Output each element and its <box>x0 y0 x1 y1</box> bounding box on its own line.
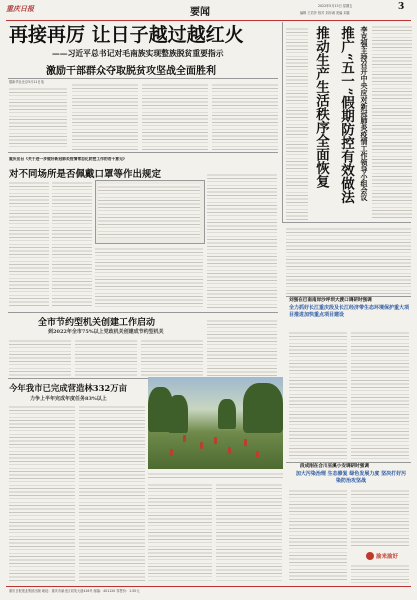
lower-right-2-title: 段成刚在合川巫溪小安调研时强调 <box>300 464 369 469</box>
photo-tree <box>243 383 283 433</box>
photo-worker <box>244 439 247 446</box>
savings-subtitle: 到2022年全市75%以上党政机关创建成节约型机关 <box>48 329 164 335</box>
mid-story-kicker: 重庆出台《关于进一步做好新冠肺炎疫情常态化防控工作的若干意见》 <box>9 157 127 161</box>
mid-story-body-1 <box>9 180 49 308</box>
badge-icon <box>366 552 374 560</box>
lower-right-2-body-2 <box>351 488 409 548</box>
mid-story-infobox-text <box>98 184 200 238</box>
lead-subtitle-2: 激励干部群众夺取脱贫攻坚战全面胜利 <box>46 66 216 77</box>
forestry-body-2 <box>79 404 145 582</box>
forestry-subtitle: 力争上半年完成年度任务83%以上 <box>30 396 107 402</box>
lower-right-1-body-2 <box>351 330 409 460</box>
masthead <box>0 0 417 22</box>
lead-byline: 据新华社北京5月11日电 <box>9 80 44 84</box>
masthead-rule <box>6 20 411 21</box>
right-mid-divider <box>282 222 411 223</box>
savings-body-3 <box>141 338 203 376</box>
right-column-divider <box>282 22 283 222</box>
photo-worker <box>256 451 259 458</box>
right-kicker: 李克强主持召开中央应对新冠肺炎疫情工作领导小组会议 <box>360 26 369 201</box>
savings-body-2 <box>75 338 137 376</box>
mid-story-body-2 <box>52 180 92 308</box>
right-title-line-2: 推动生产生活秩序全面恢复 <box>313 26 329 188</box>
mid-story-body-3 <box>95 246 203 308</box>
mid-story-title: 对不同场所是否佩戴口罩等作出规定 <box>9 169 162 180</box>
lower-right-1-body-1 <box>289 330 347 460</box>
masthead-logo: 重庆日报 <box>6 4 34 13</box>
mid-story-body-4 <box>207 172 277 308</box>
lower-right-2-subtitle: 加大污染治理 生态修复 绿色发展力度 坚决打好污染防治攻坚战 <box>295 471 407 484</box>
masthead-editor-line: 编辑 王若莎 校对 刘亦诚 美编 刘嘉 <box>300 11 350 15</box>
lower-right-divider-2 <box>286 462 411 463</box>
mid-story-divider <box>8 152 278 153</box>
savings-divider <box>8 312 278 313</box>
badge-label: 渝来渝好 <box>376 554 399 560</box>
lead-body-col-1 <box>9 86 67 150</box>
savings-body-4 <box>207 318 277 376</box>
right-title-line-1: 推广“五一”假期防控有效做法 <box>338 26 354 204</box>
lower-right-divider <box>286 296 411 297</box>
forestry-photo <box>148 377 283 469</box>
photo-tree <box>218 399 236 429</box>
photo-worker <box>183 435 186 442</box>
savings-title: 全市节约型机关创建工作启动 <box>38 318 156 328</box>
lead-body-col-2 <box>72 82 138 150</box>
photo-worker <box>200 442 203 449</box>
lead-body-col-3 <box>142 82 208 150</box>
forestry-body-4 <box>216 482 282 582</box>
lead-divider <box>8 78 278 79</box>
forestry-body-3 <box>148 482 212 582</box>
masthead-section: 要闻 <box>190 7 210 18</box>
right-body-b <box>286 26 308 220</box>
forestry-body-1 <box>9 404 75 582</box>
badge-body <box>351 563 409 583</box>
masthead-page-number: 3 <box>398 2 405 12</box>
footer-rule <box>6 586 411 587</box>
footer-text: 重庆日报报业集团出版 地址：重庆市渝北区同茂大道416号 邮编：401120 零售价：1.50元 <box>9 589 140 593</box>
masthead-date: 2022年5月13日 星期五 <box>318 4 353 8</box>
lower-right-2-body-1 <box>289 488 347 582</box>
badge <box>366 551 404 561</box>
lead-body-col-4 <box>212 82 278 150</box>
savings-body-1 <box>9 338 71 376</box>
photo-worker <box>214 437 217 444</box>
right-body-a <box>372 24 412 220</box>
forestry-title: 今年我市已完成营造林332万亩 <box>9 383 127 393</box>
photo-worker <box>228 447 231 454</box>
lead-subtitle: ——习近平总书记对毛南族实现整族脱贫重要指示 <box>52 49 224 58</box>
photo-tree <box>168 395 188 433</box>
lower-right-1-title: 刘强在巴南南岸沙坪坝大渡口调研时强调 <box>289 298 372 303</box>
photo-worker <box>170 449 173 456</box>
right-mid-body <box>286 226 411 294</box>
lower-right-1-subtitle: 全力抓好长江重庆段及长江经济带生态环境保护重大项目推进加快重点项目建设 <box>289 305 410 318</box>
lead-title: 再接再厉 让日子越过越红火 <box>9 24 244 46</box>
photo-caption <box>148 471 283 479</box>
